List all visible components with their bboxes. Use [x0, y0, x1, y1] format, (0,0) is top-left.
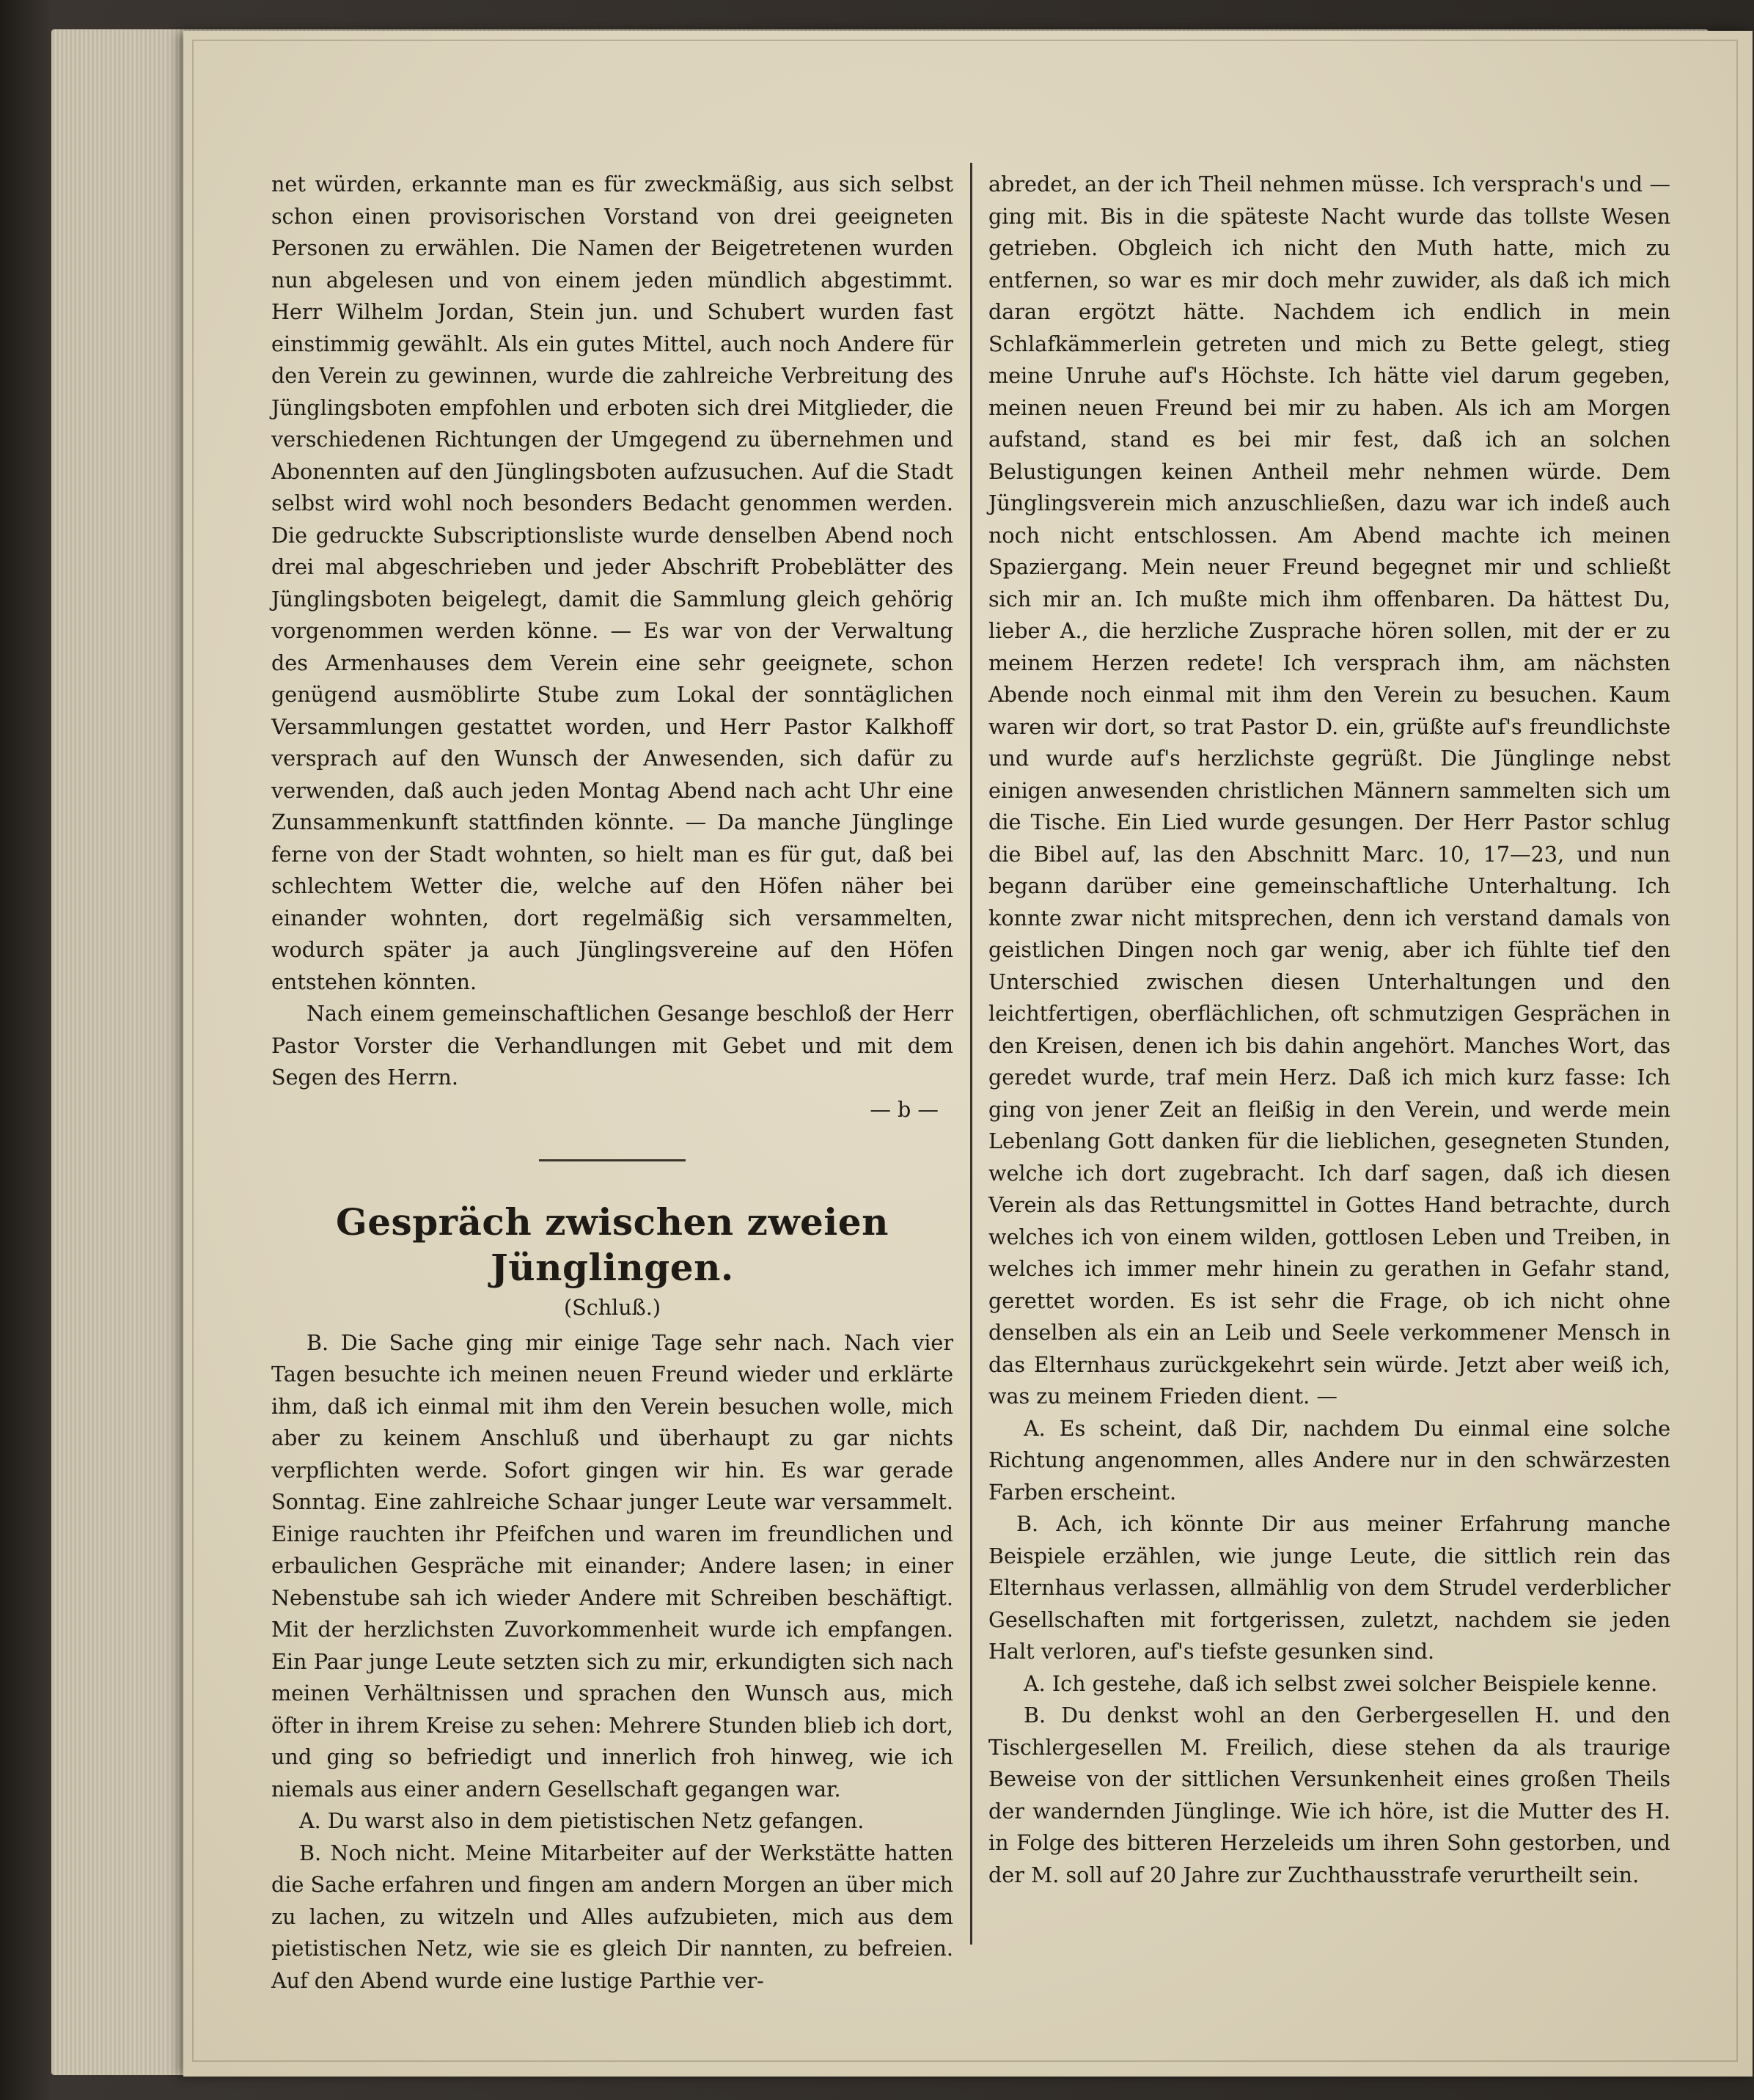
- left-column: [271, 169, 953, 1997]
- right-column: [988, 169, 1670, 1891]
- article-paragraph: Nach einem gemeinschaftlichen Gesange beschloß der Herr Pastor Vorster die Verhandlungen mit Gebet und mit dem Segen des Herrn.: [271, 1001, 953, 1090]
- section-heading: Gespräch zwischen zweien Jünglingen.: [336, 1200, 889, 1289]
- column-divider: [970, 163, 972, 1945]
- dialogue-paragraph: abredet, an der ich Theil nehmen müsse. Ich versprach's und — ging mit. Bis in die späteste Nacht wurde das tollste Wesen getrieben. Obgleich ich nicht den Muth hatte, mich zu entfernen, so war es mir doch mehr zuwider, als daß ich mich daran ergötzt hätte. Nachdem ich endlich in mein Schlafkämmerlein getreten und mich zu Bette gelegt, stieg meine Unruhe auf's Höchste. Ich hätte viel darum gegeben, meinen neuen Freund bei mir zu haben. Als ich am Morgen aufstand, stand es bei mir fest, daß ich an solchen Belustigungen keinen Antheil mehr nehmen würde. Dem Jünglingsverein mich anzuschließen, dazu war ich indeß auch noch nicht entschlossen. Am Abend machte ich meinen Spaziergang. Mein neuer Freund begegnet mir und schließt sich mir an. Ich mußte mich ihm offenbaren. Da hättest Du, lieber A., die herzliche Zusprache hören sollen, mit der er zu meinem Herzen redete! Ich versprach ihm, am nächsten Abende noch einmal mit ihm den Verein zu besuchen. Kaum waren wir dort, so trat Pastor D. ein, grüßte auf's freundlichste und wurde auf's herzlichste gegrüßt. Die Jünglinge nebst einigen anwesenden christlichen Männern sammelten sich um die Tische. Ein Lied wurde gesungen. Der Herr Pastor schlug die Bibel auf, las den Abschnitt Marc. 10, 17—23, und nun begann darüber eine gemeinschaftliche Unterhaltung. Ich konnte zwar nicht mitsprechen, denn ich verstand damals von geistlichen Dingen noch gar wenig, aber ich fühlte tief den Unterschied zwischen diesen Unterhaltungen und den leichtfertigen, oberflächlichen, oft schmutzigen Gesprächen in den Kreisen, denen ich bis dahin angehört. Manches Wort, das geredet wurde, traf mein Herz. Daß ich mich kurz fasse: Ich ging von jener Zeit an fleißig in den Verein, und werde mein Lebenlang Gott danken für die lieblichen, gesegneten Stunden, welche ich dort zugebracht. Ich darf sagen, daß ich diesen Verein als das Rettungsmittel in Gottes Hand betrachte, durch welches ich von einem wilden, gottlosen Leben und Treiben, in welches ich immer mehr hinein zu gerathen in Gefahr stand, gerettet worden. Es ist sehr die Frage, ob ich nicht ohne denselben als ein an Leib und Seele verkommener Mensch in das Elternhaus zurückgekehrt sein würde. Jetzt aber weiß ich, was zu meinem Frieden dient. —: [988, 172, 1670, 1409]
- dialogue-paragraph: B. Du denkst wohl an den Gerbergesellen H. und den Tischlergesellen M. Freilich, diese stehen da als traurige Beweise von der sittlichen Versunkenheit eines großen Theils der wandernden Jünglinge. Wie ich höre, ist die Mutter des H. in Folge des bitteren Herzeleids um ihren Sohn gestorben, und der M. soll auf 20 Jahre zur Zuchthausstrafe verurtheilt sein.: [988, 1703, 1670, 1887]
- article-signature: — b —: [870, 1096, 939, 1122]
- dialogue-paragraph: B. Ach, ich könnte Dir aus meiner Erfahrung manche Beispiele erzählen, wie junge Leute, die sittlich rein das Elternhaus verlassen, allmählig von dem Strudel verderblicher Gesellschaften mit fortgerissen, zuletzt, nachdem sie jeden Halt verloren, auf's tiefste gesunken sind.: [988, 1511, 1670, 1664]
- section-divider: [539, 1159, 686, 1161]
- dialogue-paragraph: A. Ich gestehe, daß ich selbst zwei solcher Beispiele kenne.: [1024, 1670, 1658, 1696]
- dialogue-paragraph: A. Du warst also in dem pietistischen Netz gefangen.: [299, 1808, 865, 1833]
- dialogue-paragraph: B. Noch nicht. Meine Mitarbeiter auf der Werkstätte hatten die Sache erfahren und fingen am andern Morgen an über mich zu lachen, zu witzeln und Alles aufzubieten, mich aus dem pietistischen Netz, wie sie es gleich Dir nannten, zu befreien. Auf den Abend wurde eine lustige Parthie ver-: [271, 1840, 953, 1993]
- book-page: [183, 31, 1753, 2077]
- dialogue-paragraph: B. Die Sache ging mir einige Tage sehr nach. Nach vier Tagen besuchte ich meinen neuen Freund wieder und erklärte ihm, daß ich einmal mit ihm den Verein besuchen wolle, mich aber zu keinem Anschluß und überhaupt zu gar nichts verpflichten werde. Sofort gingen wir hin. Es war gerade Sonntag. Eine zahlreiche Schaar junger Leute war versammelt. Einige rauchten ihr Pfeifchen und waren im freundlichen und erbaulichen Gespräche mit einander; Andere lasen; in einer Nebenstube sah ich wieder Andere mit Schreiben beschäftigt. Mit der herzlichsten Zuvorkommenheit wurde ich empfangen. Ein Paar junge Leute setzten sich zu mir, erkundigten sich nach meinen Verhältnissen und sprachen den Wunsch aus, mich öfter in ihrem Kreise zu sehen: Mehrere Stunden blieb ich dort, und ging so befriedigt und innerlich froh hinweg, wie ich niemals aus einer andern Gesellschaft gegangen war.: [271, 1329, 953, 1802]
- section-subheading: (Schluß.): [563, 1295, 661, 1320]
- dialogue-paragraph: A. Es scheint, daß Dir, nachdem Du einmal eine solche Richtung angenommen, alles Andere nur in den schwärzesten Farben erscheint.: [988, 1415, 1670, 1505]
- article-paragraph: net würden, erkannte man es für zweckmäßig, aus sich selbst schon einen provisorischen Vorstand von drei geeigneten Personen zu erwählen. Die Namen der Beigetretenen wurden nun abgelesen und von einem jeden mündlich abgestimmt. Herr Wilhelm Jordan, Stein jun. und Schubert wurden fast einstimmig gewählt. Als ein gutes Mittel, auch noch Andere für den Verein zu gewinnen, wurde die zahlreiche Verbreitung des Jünglingsboten empfohlen und erboten sich drei Mitglieder, die verschiedenen Richtungen der Umgegend zu übernehmen und Abonennten auf den Jünglingsboten aufzusuchen. Auf die Stadt selbst wird wohl noch besonders Bedacht genommen werden. Die gedruckte Subscriptionsliste wurde denselben Abend noch drei mal abgeschrieben und jeder Abschrift Probeblätter des Jünglingsboten beigelegt, damit die Sammlung gleich gehörig vorgenommen werden könne. — Es war von der Verwaltung des Armenhauses dem Verein eine sehr geeignete, schon genügend ausmöblirte Stube zum Lokal der sonntäglichen Versammlungen gestattet worden, und Herr Pastor Kalkhoff versprach auf den Wunsch der Anwesenden, sich dafür zu verwenden, daß auch jeden Montag Abend nach acht Uhr eine Zunsammenkunft stattfinden könnte. — Da manche Jünglinge ferne von der Stadt wohnten, so hielt man es für gut, daß bei schlechtem Wetter die, welche auf den Höfen näher bei einander wohnten, dort regelmäßig sich versammelten, wodurch später ja auch Jünglingsvereine auf den Höfen entstehen könnten.: [271, 172, 953, 994]
